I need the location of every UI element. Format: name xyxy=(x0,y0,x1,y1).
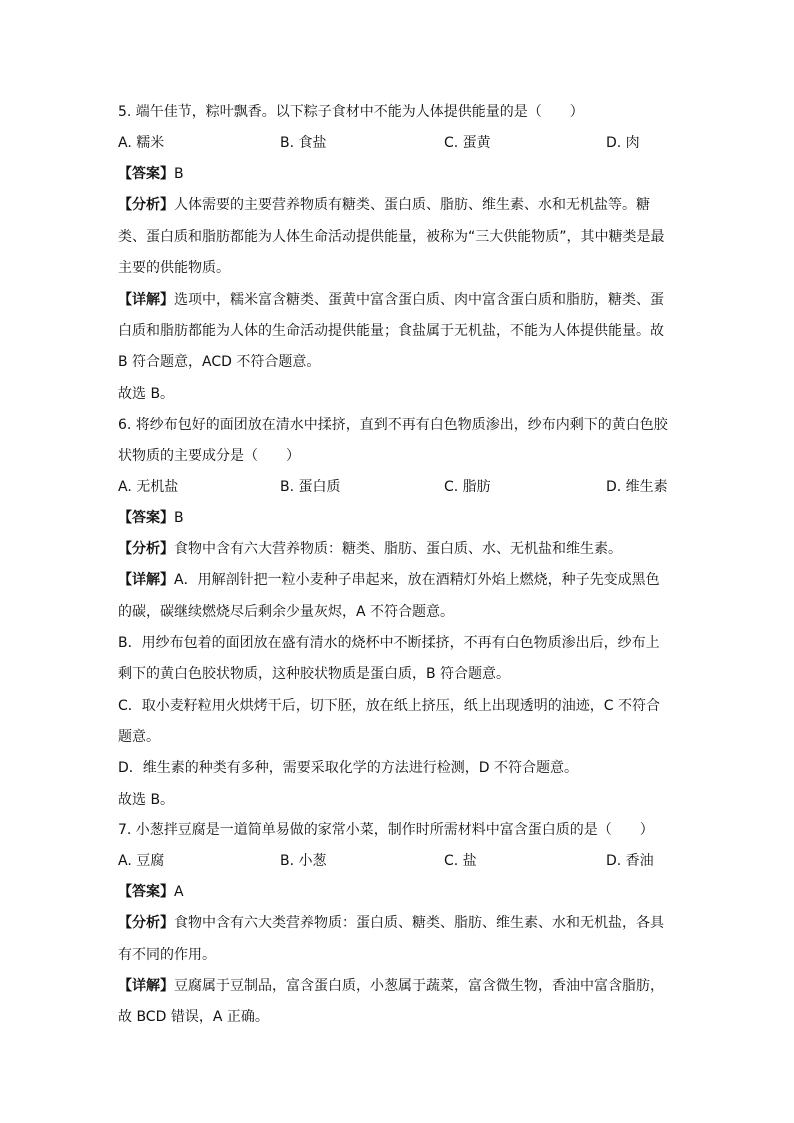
answer-tag: 【答案】 xyxy=(118,166,174,182)
analysis-tag: 【分析】 xyxy=(118,197,174,213)
analysis-text: 食物中含有六大营养物质：糖类、脂肪、蛋白质、水、无机盐和维生素。 xyxy=(174,541,622,557)
question-7-option-c: C. 盐 xyxy=(444,853,477,869)
question-5-option-a: A. 糯米 xyxy=(118,135,165,151)
question-6-conclusion: 故选 B。 xyxy=(118,792,175,808)
question-6-option-c: C. 脂肪 xyxy=(444,479,491,495)
question-6-detail-line-2: 的碳，碳继续燃烧尽后剩余少量灰烬，A 不符合题意。 xyxy=(118,604,455,620)
question-7-option-b: B. 小葱 xyxy=(280,853,327,869)
question-6-stem-line-2: 状物质的主要成分是（ ） xyxy=(118,448,300,464)
analysis-text: 食物中含有六大类营养物质：蛋白质、糖类、脂肪、维生素、水和无机盐，各具 xyxy=(174,915,664,931)
question-6-option-d: D. 维生素 xyxy=(606,479,668,495)
analysis-tag: 【分析】 xyxy=(118,541,174,557)
analysis-text: 人体需要的主要营养物质有糖类、蛋白质、脂肪、维生素、水和无机盐等。糖 xyxy=(174,197,650,213)
question-7-analysis-line-1 xyxy=(118,913,664,933)
question-5-stem: 5. 端午佳节，粽叶飘香。以下粽子食材中不能为人体提供能量的是（ ） xyxy=(118,104,584,120)
detail-text: 豆腐属于豆制品，富含蛋白质，小葱属于蔬菜，富含微生物，香油中富含脂肪， xyxy=(174,978,664,994)
question-6-detail-line-4: 剩下的黄白色胶状物质，这种胶状物质是蛋白质，B 符合题意。 xyxy=(118,666,511,682)
question-7-answer xyxy=(118,882,184,902)
question-5-detail-line-3: B 符合题意，ACD 不符合题意。 xyxy=(118,354,321,370)
question-5-analysis-line-2: 类、蛋白质和脂肪都能为人体生命活动提供能量，被称为“三大供能物质”，其中糖类是最 xyxy=(118,229,665,245)
question-6-analysis-line-1 xyxy=(118,539,622,559)
answer-value: A xyxy=(174,884,184,900)
question-6-answer xyxy=(118,508,184,528)
question-7-detail-line-2: 故 BCD 错误，A 正确。 xyxy=(118,1009,269,1025)
question-7-stem: 7. 小葱拌豆腐是一道简单易做的家常小菜，制作时所需材料中富含蛋白质的是（ ） xyxy=(118,822,654,838)
question-5-answer xyxy=(118,164,184,184)
question-6-option-b: B. 蛋白质 xyxy=(280,479,341,495)
question-5-option-d: D. 肉 xyxy=(606,135,640,151)
answer-tag: 【答案】 xyxy=(118,884,174,900)
question-6-option-a: A. 无机盐 xyxy=(118,479,179,495)
answer-value: B xyxy=(174,166,184,182)
question-5-conclusion: 故选 B。 xyxy=(118,386,175,402)
detail-tag: 【详解】 xyxy=(118,292,174,308)
detail-text: 选项中，糯米富含糖类、蛋黄中富含蛋白质、肉中富含蛋白质和脂肪，糖类、蛋 xyxy=(174,292,664,308)
detail-tag: 【详解】 xyxy=(118,978,174,994)
question-5-detail-line-2: 白质和脂肪都能为人体的生命活动提供能量；食盐属于无机盐，不能为人体提供能量。故 xyxy=(118,323,664,339)
question-7-option-d: D. 香油 xyxy=(606,853,654,869)
question-5-option-b: B. 食盐 xyxy=(280,135,327,151)
question-5-analysis-line-3: 主要的供能物质。 xyxy=(118,260,230,276)
analysis-tag: 【分析】 xyxy=(118,915,174,931)
detail-text: A．用解剖针把一粒小麦种子串起来，放在酒精灯外焰上燃烧，种子先变成黑色 xyxy=(174,572,660,588)
question-6-detail-line-5: C．取小麦籽粒用火烘烤干后，切下胚，放在纸上挤压，纸上出现透明的油迹，C 不符合 xyxy=(118,698,660,714)
detail-tag: 【详解】 xyxy=(118,572,174,588)
answer-tag: 【答案】 xyxy=(118,510,174,526)
question-6-stem-line-1: 6. 将纱布包好的面团放在清水中揉挤，直到不再有白色物质渗出，纱布内剩下的黄白色胶 xyxy=(118,417,668,433)
question-7-detail-line-1 xyxy=(118,976,664,996)
question-6-detail-line-1 xyxy=(118,570,660,590)
question-5-analysis-line-1 xyxy=(118,195,650,215)
question-6-detail-line-7: D．维生素的种类有多种，需要采取化学的方法进行检测，D 不符合题意。 xyxy=(118,760,579,776)
question-7-option-a: A. 豆腐 xyxy=(118,853,165,869)
question-6-detail-line-3: B．用纱布包着的面团放在盛有清水的烧杯中不断揉挤，不再有白色物质渗出后，纱布上 xyxy=(118,635,660,651)
question-6-detail-line-6: 题意。 xyxy=(118,729,160,745)
answer-value: B xyxy=(174,510,184,526)
question-5-detail-line-1 xyxy=(118,290,664,310)
question-5-option-c: C. 蛋黄 xyxy=(444,135,491,151)
question-7-analysis-line-2: 有不同的作用。 xyxy=(118,947,216,963)
